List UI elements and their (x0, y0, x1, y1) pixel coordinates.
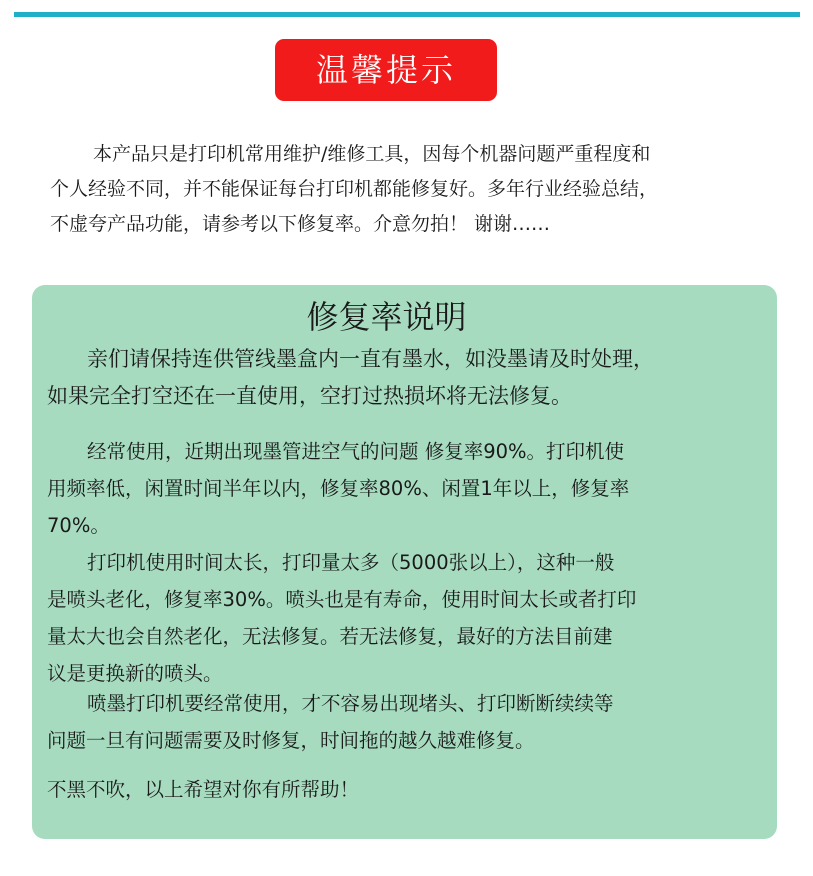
notice-banner (275, 39, 497, 101)
p2-line-2: 用频率低，闲置时间半年以内，修复率80%、闲置1年以上，修复率 (47, 477, 630, 500)
p3-line-2: 是喷头老化，修复率30%。喷头也是有寿命，使用时间太长或者打印 (47, 588, 637, 611)
paragraph-nozzle-aging (47, 544, 762, 692)
repair-rate-panel (32, 285, 777, 839)
p2-line-3: 70%。 (47, 514, 110, 537)
intro-paragraph (50, 137, 770, 242)
p3-line-3: 量太大也会自然老化，无法修复。若无法修复，最好的方法目前建 (47, 625, 613, 648)
p5-line-1: 不黑不吹，以上希望对你有所帮助！ (47, 778, 360, 801)
paragraph-closing (47, 771, 762, 808)
intro-line-1: 本产品只是打印机常用维护/维修工具，因每个机器问题严重程度和 (93, 143, 651, 165)
p2-line-1: 经常使用，近期出现墨管进空气的问题 修复率90%。打印机使 (87, 440, 625, 463)
panel-title: 修复率说明 (306, 298, 467, 336)
top-divider (14, 12, 800, 17)
intro-line-3: 不虚夸产品功能，请参考以下修复率。介意勿拍！ 谢谢…… (50, 213, 551, 235)
paragraph-usage-rates (47, 433, 762, 544)
p4-line-2: 问题一旦有问题需要及时修复，时间拖的越久越难修复。 (47, 729, 535, 752)
intro-line-2: 个人经验不同，并不能保证每台打印机都能修复好。多年行业经验总结， (50, 178, 659, 200)
p3-line-4: 议是更换新的喷头。 (47, 662, 223, 685)
p4-line-1: 喷墨打印机要经常使用，才不容易出现堵头、打印断断续续等 (87, 692, 614, 715)
p1-line-2: 如果完全打空还在一直使用，空打过热损坏将无法修复。 (47, 384, 572, 408)
p1-line-1: 亲们请保持连供管线墨盒内一直有墨水，如没墨请及时处理， (87, 347, 654, 371)
p3-line-1: 打印机使用时间太长，打印量太多（5000张以上），这种一般 (87, 551, 615, 574)
paragraph-ink-warning (47, 341, 762, 415)
notice-banner-title: 温馨提示 (315, 51, 456, 89)
paragraph-regular-use (47, 685, 762, 759)
